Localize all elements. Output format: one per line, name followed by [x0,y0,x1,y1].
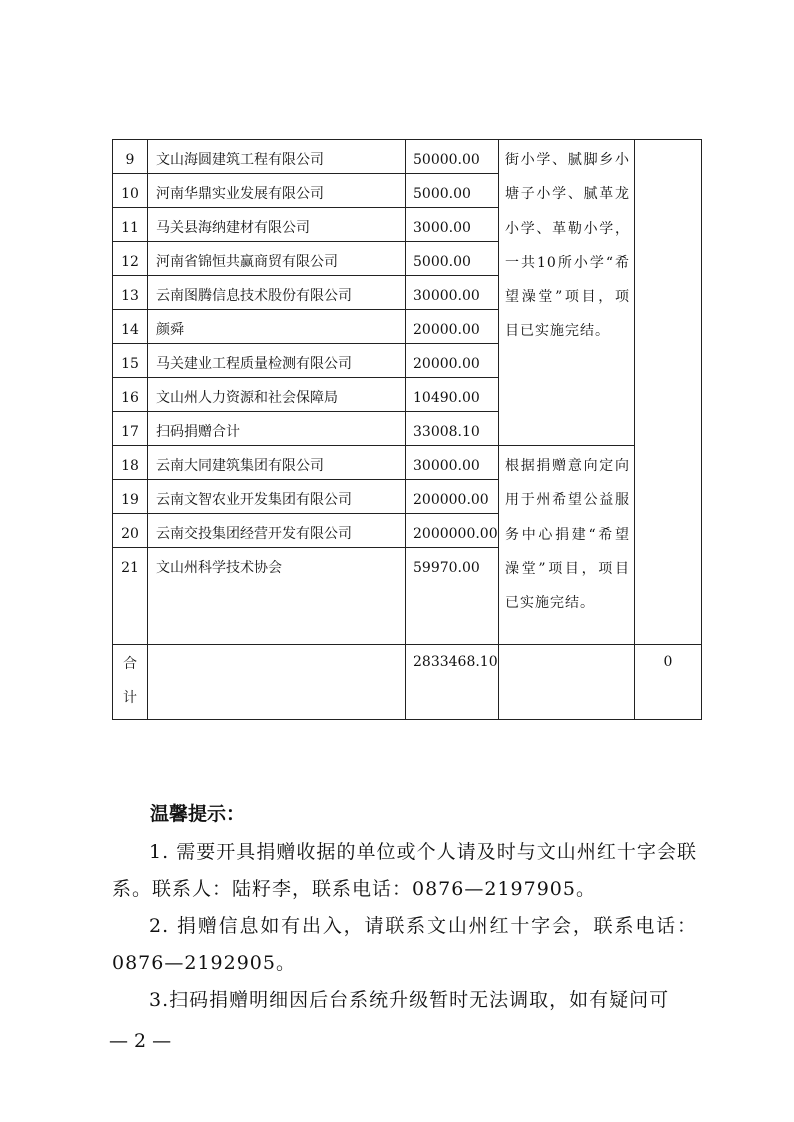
donor-name: 河南华鼎实业发展有限公司 [148,174,406,208]
row-number: 20 [113,514,148,548]
row-number: 19 [113,480,148,514]
row-number: 21 [113,548,148,645]
donor-name: 马关建业工程质量检测有限公司 [148,344,406,378]
total-extra: 0 [663,654,673,670]
donor-name: 云南交投集团经营开发有限公司 [148,514,406,548]
total-amount: 2833468.10 [413,654,498,670]
donor-name: 扫码捐赠合计 [148,412,406,446]
row-number: 18 [113,446,148,480]
donor-name: 马关县海纳建材有限公司 [148,208,406,242]
donation-amount: 33008.10 [406,412,499,446]
row-number: 15 [113,344,148,378]
row-number: 10 [113,174,148,208]
total-label-cell [113,645,148,720]
tip-paragraph-3: 3.扫码捐赠明细因后台系统升级暂时无法调取，如有疑问可 [149,989,670,1011]
donation-table [112,139,702,720]
usage-note-cell [499,140,635,446]
donation-amount: 2000000.00 [406,514,499,548]
row-number: 13 [113,276,148,310]
donation-amount: 5000.00 [406,242,499,276]
tip-paragraph-1: 1. 需要开具捐赠收据的单位或个人请及时与文山州红十字会联系。联系人：陆籽李，联系电话：0876—2197905。 [112,841,697,900]
total-label: 合计 [123,656,137,706]
tips-title: 温馨提示： [150,803,246,825]
donation-amount: 59970.00 [406,548,499,645]
row-number: 14 [113,310,148,344]
total-note-cell [499,645,635,720]
table-row [113,140,702,174]
donor-name: 云南大同建筑集团有限公司 [148,446,406,480]
donation-amount: 20000.00 [406,310,499,344]
total-amount-cell [406,645,499,720]
total-row [113,645,702,720]
donation-amount: 30000.00 [406,446,499,480]
donation-amount: 200000.00 [406,480,499,514]
usage-note: 根据捐赠意向定向用于州希望公益服务中心捐建“希望澡堂”项目，项目已实施完结。 [505,458,630,612]
page-number: — 2 — [109,1030,172,1052]
total-name-cell [148,645,406,720]
usage-note-cell [499,446,635,645]
donor-name: 文山州科学技术协会 [148,548,406,645]
donation-amount: 50000.00 [406,140,499,174]
donor-name: 文山海圆建筑工程有限公司 [148,140,406,174]
donation-amount: 30000.00 [406,276,499,310]
row-number: 11 [113,208,148,242]
donor-name: 文山州人力资源和社会保障局 [148,378,406,412]
table-row [113,446,702,480]
donor-name: 河南省锦恒共赢商贸有限公司 [148,242,406,276]
tip-paragraph-2: 2. 捐赠信息如有出入，请联系文山州红十字会，联系电话：0876—2192905。 [112,915,697,974]
donation-amount: 10490.00 [406,378,499,412]
donor-name: 云南图腾信息技术股份有限公司 [148,276,406,310]
donation-amount: 3000.00 [406,208,499,242]
row-number: 9 [113,140,148,174]
row-number: 17 [113,412,148,446]
donation-amount: 5000.00 [406,174,499,208]
total-extra-cell [635,645,702,720]
row-number: 12 [113,242,148,276]
donor-name: 云南文智农业开发集团有限公司 [148,480,406,514]
donation-amount: 20000.00 [406,344,499,378]
usage-note: 街小学、腻脚乡小塘子小学、腻革龙小学、革勒小学，一共10所小学“希望澡堂”项目，项目已实施完结。 [505,152,630,340]
row-number: 16 [113,378,148,412]
blank-column-cell [635,140,702,645]
tips-body [112,834,697,1019]
donor-name: 颜舜 [148,310,406,344]
